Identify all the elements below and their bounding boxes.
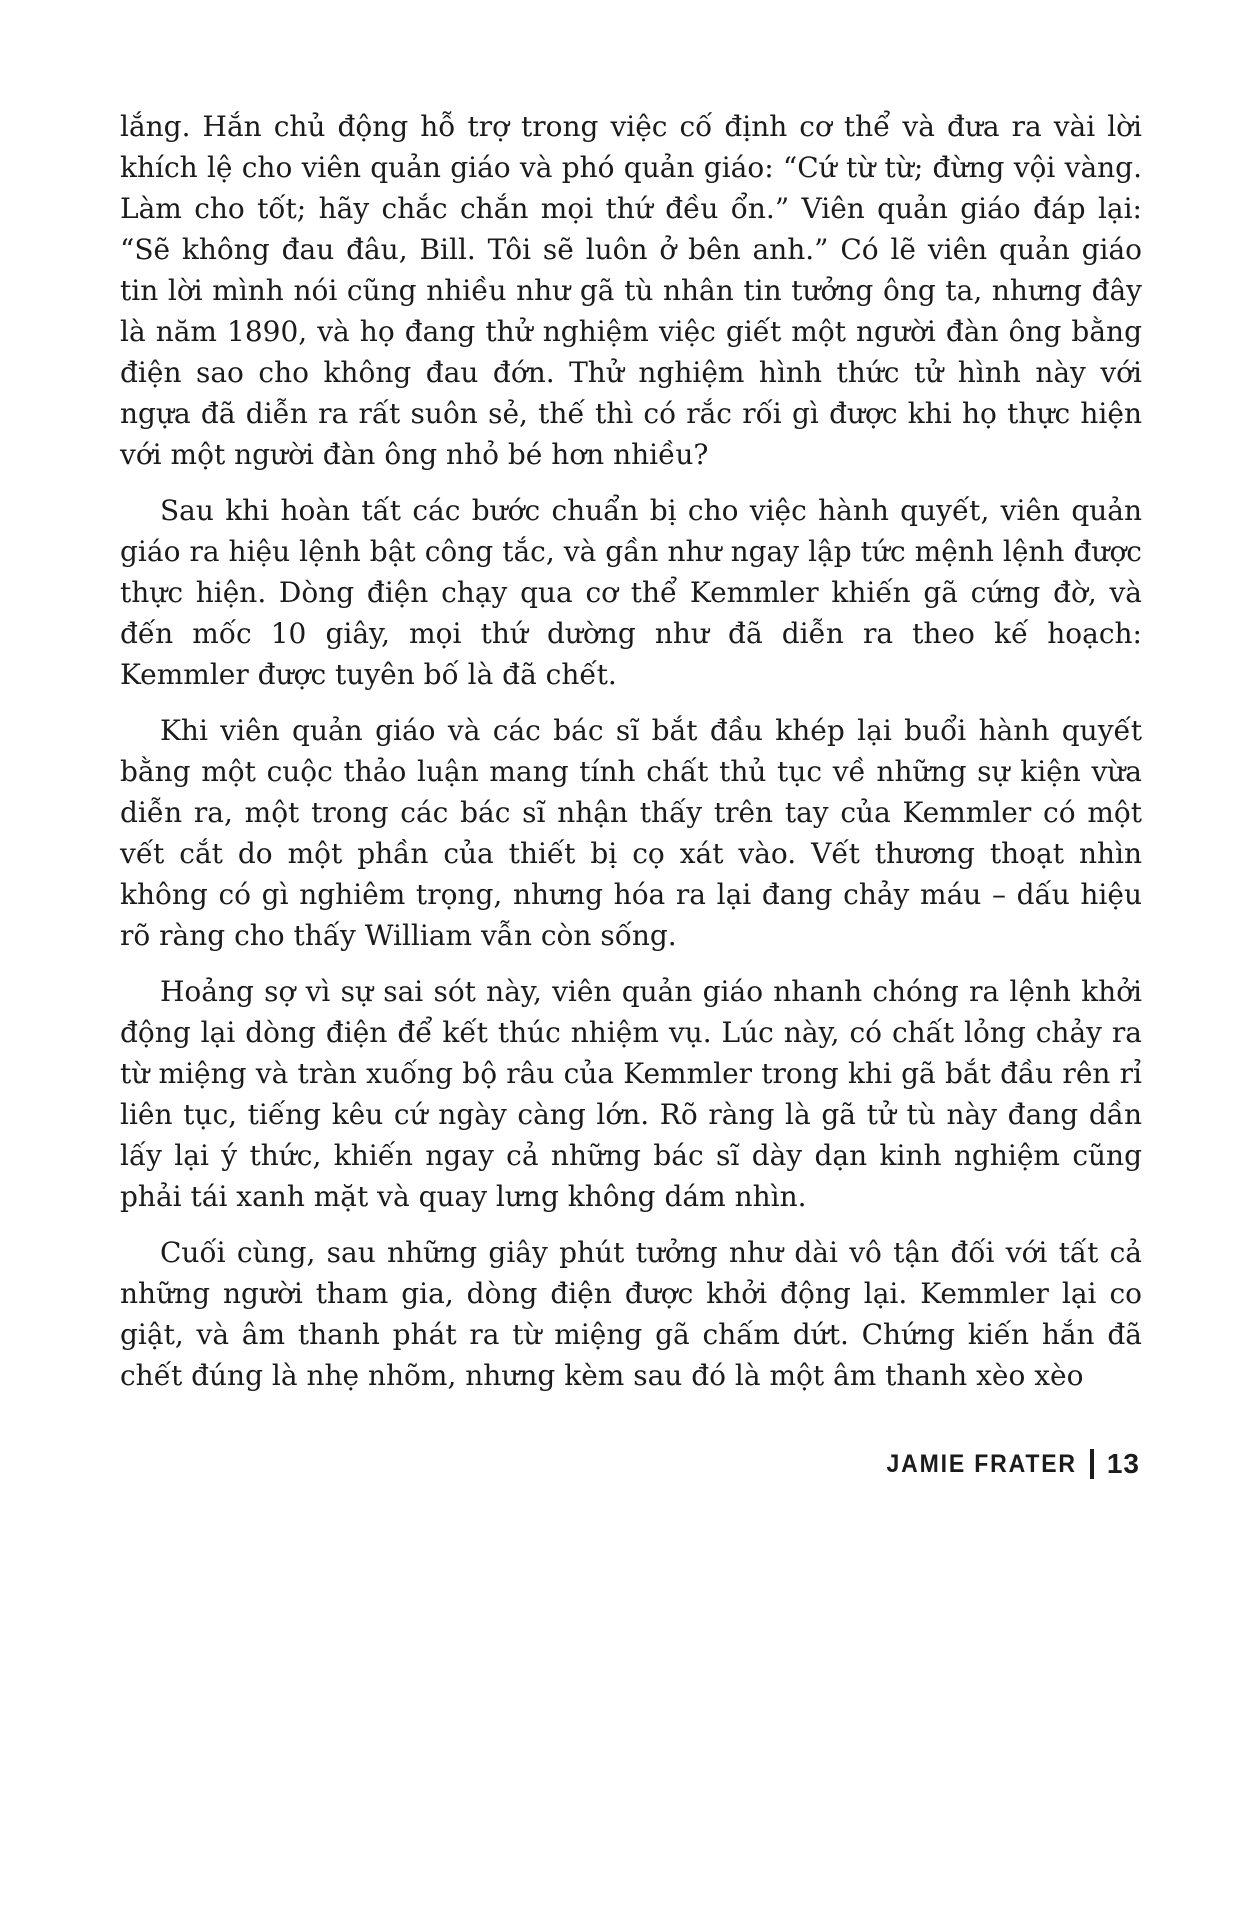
paragraph: lắng. Hắn chủ động hỗ trợ trong việc cố định cơ thể và đưa ra vài lời khích lệ cho viên quản giáo và phó quản giáo: “Cứ từ từ; đừng vội vàng. Làm cho tốt; hãy chắc chắn mọi thứ đều ổn.” Viên quản giáo đáp lại: “Sẽ không đau đâu, Bill. Tôi sẽ luôn ở bên anh.” Có lẽ viên quản giáo tin lời mình nói cũng nhiều như gã tù nhân tin tưởng ông ta, nhưng đây là năm 1890, và họ đang thử nghiệm việc giết một người đàn ông bằng điện sao cho không đau đớn. Thử nghiệm hình thức tử hình này với ngựa đã diễn ra rất suôn sẻ, thế thì có rắc rối gì được khi họ thực hiện với một người đàn ông nhỏ bé hơn nhiều? [120, 110, 1142, 471]
page-number: 13 [1106, 1448, 1140, 1479]
paragraph: Cuối cùng, sau những giây phút tưởng như dài vô tận đối với tất cả những người tham gia, dòng điện được khởi động lại. Kemmler lại co giật, và âm thanh phát ra từ miệng gã chấm dứt. Chứng kiến hắn đã chết đúng là nhẹ nhõm, nhưng kèm sau đó là một âm thanh xèo xèo [120, 1236, 1142, 1392]
footer-divider [1090, 1449, 1094, 1479]
page-footer [870, 1448, 1140, 1480]
footer-author: JAMIE FRATER [886, 1449, 1077, 1478]
page-text-block [120, 106, 1142, 1411]
paragraph: Sau khi hoàn tất các bước chuẩn bị cho việc hành quyết, viên quản giáo ra hiệu lệnh bật công tắc, và gần như ngay lập tức mệnh lệnh được thực hiện. Dòng điện chạy qua cơ thể Kemmler khiến gã cứng đờ, và đến mốc 10 giây, mọi thứ dường như đã diễn ra theo kế hoạch: Kemmler được tuyên bố là đã chết. [120, 494, 1142, 691]
paragraph: Hoảng sợ vì sự sai sót này, viên quản giáo nhanh chóng ra lệnh khởi động lại dòng điện để kết thúc nhiệm vụ. Lúc này, có chất lỏng chảy ra từ miệng và tràn xuống bộ râu của Kemmler trong khi gã bắt đầu rên rỉ liên tục, tiếng kêu cứ ngày càng lớn. Rõ ràng là gã tử tù này đang dần lấy lại ý thức, khiến ngay cả những bác sĩ dày dạn kinh nghiệm cũng phải tái xanh mặt và quay lưng không dám nhìn. [120, 975, 1142, 1213]
paragraph: Khi viên quản giáo và các bác sĩ bắt đầu khép lại buổi hành quyết bằng một cuộc thảo luận mang tính chất thủ tục về những sự kiện vừa diễn ra, một trong các bác sĩ nhận thấy trên tay của Kemmler có một vết cắt do một phần của thiết bị cọ xát vào. Vết thương thoạt nhìn không có gì nghiêm trọng, nhưng hóa ra lại đang chảy máu – dấu hiệu rõ ràng cho thấy William vẫn còn sống. [120, 714, 1142, 952]
